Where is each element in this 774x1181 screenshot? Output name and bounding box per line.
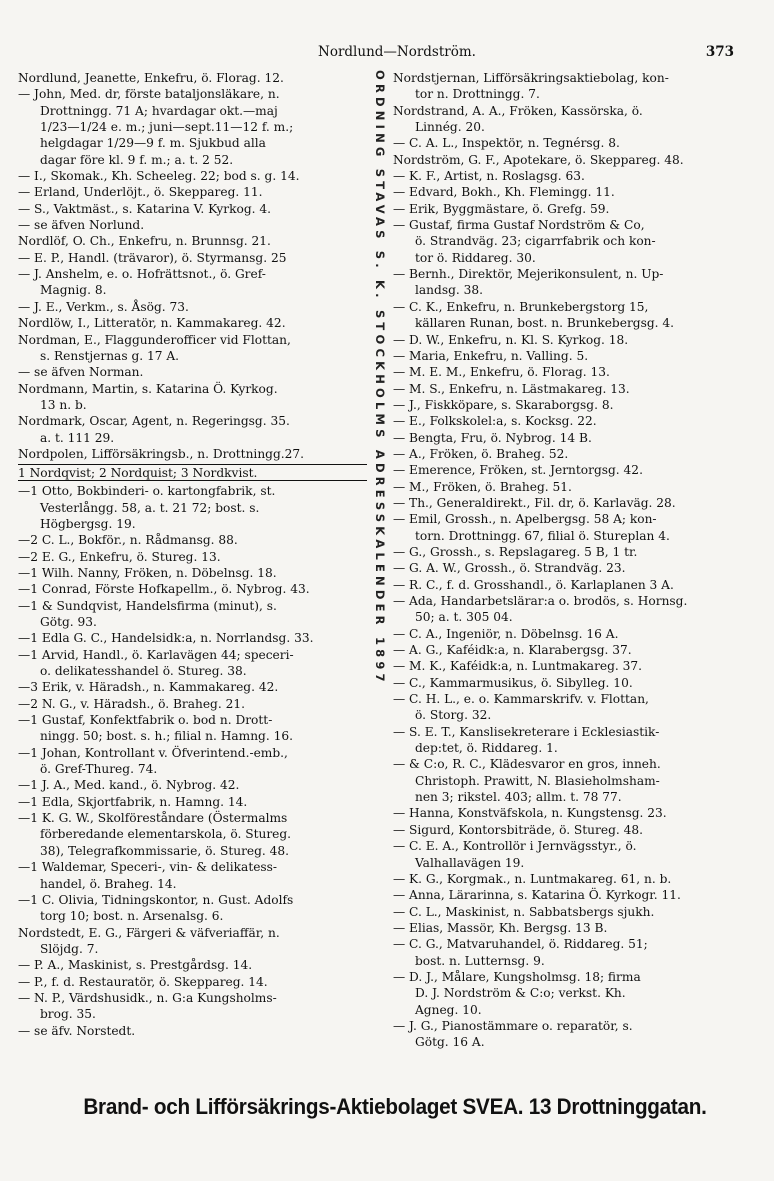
directory-entry-line: — & C:o, R. C., Klädesvaror en gros, inneh.: [393, 757, 661, 772]
directory-entry-line: — E., Folkskolel:a, s. Kocksg. 22.: [393, 414, 597, 429]
directory-entry-line: — Gustaf, firma Gustaf Nordström & Co,: [393, 218, 645, 233]
directory-entry-line: Nordmark, Oscar, Agent, n. Regeringsg. 35.: [18, 414, 290, 429]
directory-entry-line: källaren Runan, bost. n. Brunkebergsg. 4.: [415, 316, 675, 331]
directory-entry-line: —2 E. G., Enkefru, ö. Stureg. 13.: [18, 549, 221, 564]
directory-entry-line: — Anna, Lärarinna, s. Katarina Ö. Kyrkogr. 11.: [393, 888, 681, 903]
directory-entry-line: — C., Kammarmusikus, ö. Sibylleg. 10.: [393, 675, 633, 690]
directory-entry-line: —1 & Sundqvist, Handelsfirma (minut), s.: [18, 598, 277, 613]
directory-entry-line: Högbergsg. 19.: [40, 516, 136, 531]
directory-entry-line: — se äfv. Norstedt.: [18, 1023, 136, 1038]
directory-entry-line: Valhallavägen 19.: [415, 855, 525, 870]
directory-entry-line: — J. E., Verkm., s. Åsög. 73.: [18, 299, 189, 314]
directory-entry-line: — Elias, Massör, Kh. Bergsg. 13 B.: [393, 920, 608, 935]
directory-entry-line: —1 Otto, Bokbinderi- o. kartongfabrik, st.: [18, 484, 276, 499]
right-column: [393, 70, 759, 1051]
directory-entry-line: — C. H. L., e. o. Kammarskrifv. v. Flottan,: [393, 692, 649, 707]
directory-entry-line: landsg. 38.: [415, 283, 484, 298]
directory-entry-line: — se äfven Norman.: [18, 365, 144, 380]
directory-entry-line: — J., Fiskköpare, s. Skaraborgsg. 8.: [393, 397, 614, 412]
directory-entry-line: —1 Edla G. C., Handelsidk:a, n. Norrlandsg. 33.: [18, 631, 314, 646]
directory-entry-line: — Bengta, Fru, ö. Nybrog. 14 B.: [393, 430, 592, 445]
directory-entry-line: —1 Waldemar, Speceri-, vin- & delikatess-: [18, 860, 278, 875]
directory-entry-line: dep:tet, ö. Riddareg. 1.: [415, 741, 558, 756]
directory-entry-line: — C. A. L., Inspektör, n. Tegnérsg. 8.: [393, 136, 620, 151]
directory-entry-line: — G., Grossh., s. Repslagareg. 5 B, 1 tr.: [393, 544, 638, 559]
directory-entry-line: —1 Gustaf, Konfektfabrik o. bod n. Drott-: [18, 713, 273, 728]
directory-entry-line: förberedande elementarskola, ö. Stureg.: [40, 827, 292, 842]
directory-entry-line: —1 Edla, Skjortfabrik, n. Hamng. 14.: [18, 794, 248, 809]
directory-entry-line: — A. G., Kaféidk:a, n. Klarabergsg. 37.: [393, 643, 632, 658]
directory-entry-line: Nordstedt, E. G., Färgeri & väfveriaffär, n.: [18, 925, 280, 940]
directory-entry-line: — Emerence, Fröken, st. Jerntorgsg. 42.: [393, 463, 643, 478]
directory-entry-line: a. t. 111 29.: [40, 430, 115, 445]
directory-entry-line: — C. G., Matvaruhandel, ö. Riddareg. 51;: [393, 937, 648, 952]
directory-entry-line: — C. L., Maskinist, n. Sabbatsbergs sjukh.: [393, 904, 655, 919]
directory-entry-line: —3 Erik, v. Häradsh., n. Kammakareg. 42.: [18, 680, 279, 695]
directory-entry-line: torn. Drottningg. 67, filial ö. Stureplan 4.: [415, 528, 670, 543]
directory-entry-line: Götg. 93.: [40, 615, 97, 629]
directory-entry-line: o. delikatesshandel ö. Stureg. 38.: [40, 664, 247, 679]
directory-entry-line: 38), Telegrafkommissarie, ö. Stureg. 48.: [40, 843, 290, 858]
directory-entry-line: Nordlöw, I., Litteratör, n. Kammakareg. 42.: [18, 316, 286, 331]
directory-entry-line: Agneg. 10.: [415, 1002, 482, 1017]
directory-entry-line: — Ada, Handarbetslärar:a o. brodös, s. Hornsg.: [393, 594, 688, 608]
directory-entry-line: — N. P., Värdshusidk., n. G:a Kungsholms-: [18, 990, 277, 1005]
directory-entry-line: —1 Conrad, Förste Hofkapellm., ö. Nybrog. 43.: [18, 582, 310, 597]
directory-entry-line: Drottningg. 71 A; hvardagar okt.—maj: [40, 103, 278, 118]
directory-entry-line: helgdagar 1/29—9 f. m. Sjukbud alla: [40, 136, 266, 151]
directory-entry-line: 1/23—1/24 e. m.; juni—sept.11—12 f. m.;: [40, 120, 294, 135]
directory-entry-line: — M. K., Kaféidk:a, n. Luntmakareg. 37.: [393, 659, 643, 674]
directory-entry-line: — Th., Generaldirekt., Fil. dr, ö. Karlaväg. 28.: [393, 495, 676, 510]
directory-entry-line: s. Renstjernas g. 17 A.: [40, 348, 180, 363]
directory-entry-line: —1 Johan, Kontrollant v. Öfverintend.-emb.,: [18, 745, 288, 760]
directory-entry-line: Nordlund, Jeanette, Enkefru, ö. Florag. 12.: [18, 71, 284, 85]
directory-entry-line: nen 3; rikstel. 403; allm. t. 78 77.: [415, 790, 622, 805]
directory-entry-line: — K. G., Korgmak., n. Luntmakareg. 61, n. b.: [393, 871, 672, 886]
directory-entry-line: —2 N. G., v. Häradsh., ö. Braheg. 21.: [18, 696, 245, 711]
directory-entry-line: Linnég. 20.: [415, 120, 485, 135]
directory-entry-line: — M., Fröken, ö. Braheg. 51.: [393, 479, 572, 494]
directory-entry-line: — Bernh., Direktör, Mejerikonsulent, n. Up-: [393, 267, 664, 282]
directory-entry-line: — P., f. d. Restauratör, ö. Skeppareg. 14.: [18, 974, 268, 989]
directory-entry-line: Christoph. Prawitt, N. Blasieholmsham-: [415, 773, 660, 788]
directory-entry-line: — S. E. T., Kanslisekreterare i Ecklesiastik-: [393, 724, 660, 739]
page-number: 373: [705, 44, 734, 60]
section-heading: 1 Nordqvist; 2 Nordquist; 3 Nordkvist.: [18, 464, 367, 481]
directory-entry-line: — P. A., Maskinist, s. Prestgårdsg. 14.: [18, 958, 253, 973]
margin-advert-strip: [368, 70, 391, 1080]
directory-entry-line: tor ö. Riddareg. 30.: [415, 250, 536, 265]
directory-entry-line: — se äfven Norlund.: [18, 218, 145, 233]
directory-entry-line: dagar före kl. 9 f. m.; a. t. 2 52.: [40, 152, 234, 167]
directory-entry-line: handel, ö. Braheg. 14.: [40, 876, 177, 891]
directory-entry-line: — S., Vaktmäst., s. Katarina V. Kyrkog. 4.: [18, 201, 272, 216]
directory-entry-line: — Maria, Enkefru, n. Valling. 5.: [393, 348, 589, 363]
directory-entry-line: — C. E. A., Kontrollör i Jernvägsstyr., ö.: [393, 839, 637, 854]
directory-entry-line: — E. P., Handl. (trävaror), ö. Styrmansg. 25: [18, 250, 287, 265]
directory-entry-line: bost. n. Lutternsg. 9.: [415, 953, 545, 968]
directory-entry-line: — Sigurd, Kontorsbiträde, ö. Stureg. 48.: [393, 822, 644, 837]
directory-entry-line: Vesterlångg. 58, a. t. 21 72; bost. s.: [40, 500, 260, 515]
directory-entry-line: ö. Strandväg. 23; cigarrfabrik och kon-: [415, 234, 656, 249]
directory-entry-line: Nordlöf, O. Ch., Enkefru, n. Brunnsg. 21.: [18, 234, 271, 249]
directory-entry-line: — G. A. W., Grossh., ö. Strandväg. 23.: [393, 561, 626, 576]
directory-entry-line: ö. Storg. 32.: [415, 708, 492, 723]
directory-entry-line: Nordpolen, Lifförsäkringsb., n. Drottningg.27.: [18, 446, 305, 461]
directory-entry-line: torg 10; bost. n. Arsenalsg. 6.: [40, 909, 224, 924]
directory-entry-line: — D. J., Målare, Kungsholmsg. 18; firma: [393, 969, 641, 984]
directory-entry-line: —1 K. G. W., Skolföreståndare (Östermalms: [18, 811, 288, 826]
directory-entry-line: — Emil, Grossh., n. Apelbergsg. 58 A; kon-: [393, 512, 657, 527]
directory-entry-line: — John, Med. dr, förste bataljonsläkare, n.: [18, 87, 280, 102]
directory-entry-line: — J. G., Pianostämmare o. reparatör, s.: [393, 1018, 633, 1033]
directory-entry-line: —1 J. A., Med. kand., ö. Nybrog. 42.: [18, 778, 240, 793]
directory-entry-line: 13 n. b.: [40, 397, 87, 412]
page-header: [60, 44, 734, 66]
directory-entry-line: — M. E. M., Enkefru, ö. Florag. 13.: [393, 365, 610, 380]
directory-entry-line: — C. K., Enkefru, n. Brunkebergstorg 15,: [393, 299, 649, 314]
directory-entry-line: — A., Fröken, ö. Braheg. 52.: [393, 446, 569, 461]
directory-entry-line: tor n. Drottningg. 7.: [415, 87, 540, 102]
directory-entry-line: — Erik, Byggmästare, ö. Grefg. 59.: [393, 201, 610, 216]
directory-entry-line: — Edvard, Bokh., Kh. Flemingg. 11.: [393, 185, 615, 200]
directory-entry-line: —1 Arvid, Handl., ö. Karlavägen 44; speceri-: [18, 647, 294, 662]
directory-entry-line: brog. 35.: [40, 1007, 96, 1022]
directory-entry-line: Nordstjernan, Lifförsäkringsaktiebolag, kon-: [393, 71, 669, 85]
directory-entry-line: ö. Gref-Thureg. 74.: [40, 762, 158, 777]
directory-entry-line: 50; a. t. 305 04.: [415, 610, 513, 625]
directory-entry-line: — Erland, Underlöjt., ö. Skeppareg. 11.: [18, 185, 263, 200]
directory-entry-line: — J. Anshelm, e. o. Hofrättsnot., ö. Gref-: [18, 267, 266, 282]
directory-entry-line: Nordmann, Martin, s. Katarina Ö. Kyrkog.: [18, 381, 278, 396]
directory-entry-line: Nordström, G. F., Apotekare, ö. Skeppareg. 48.: [393, 152, 684, 167]
directory-entry-line: — C. A., Ingeniör, n. Döbelnsg. 16 A.: [393, 626, 619, 641]
directory-entry-line: — M. S., Enkefru, n. Lästmakareg. 13.: [393, 381, 630, 396]
directory-entry-line: Nordstrand, A. A., Fröken, Kassörska, ö.: [393, 103, 643, 118]
directory-entry-line: — I., Skomak., Kh. Scheeleg. 22; bod s. g. 14.: [18, 169, 300, 184]
directory-entry-line: Götg. 16 A.: [415, 1035, 485, 1050]
directory-entry-line: Magnig. 8.: [40, 283, 107, 298]
directory-entry-line: —1 C. Olivia, Tidningskontor, n. Gust. Adolfs: [18, 892, 294, 907]
directory-entry-line: ningg. 50; bost. s. h.; filial n. Hamng. 16.: [40, 729, 293, 744]
directory-entry-line: D. J. Nordström & C:o; verkst. Kh.: [415, 986, 626, 1001]
directory-entry-line: — R. C., f. d. Grosshandl., ö. Karlaplanen 3 A.: [393, 577, 674, 592]
directory-entry-line: — Hanna, Konstväfskola, n. Kungstensg. 23.: [393, 806, 667, 821]
left-column: [18, 70, 367, 1039]
directory-entry-line: — D. W., Enkefru, n. Kl. S. Kyrkog. 18.: [393, 332, 629, 347]
directory-entry-line: — K. F., Artist, n. Roslagsg. 63.: [393, 169, 585, 184]
footer-advert: Brand- och Lifförsäkrings-Aktiebolaget SVEA. 13 Drottninggatan.: [83, 1094, 707, 1119]
directory-entry-line: Nordman, E., Flaggunderofficer vid Flottan,: [18, 332, 291, 347]
directory-entry-line: —1 Wilh. Nanny, Fröken, n. Döbelnsg. 18.: [18, 565, 277, 580]
directory-entry-line: —2 C. L., Bokför., n. Rådmansg. 88.: [18, 533, 238, 548]
page-title: Nordlund—Nordström.: [318, 44, 476, 60]
margin-strip-text: ORDNING STAVAS S. K. STOCKHOLMS ADRESSKALENDER 1897: [370, 70, 389, 1080]
directory-entry-line: Slöjdg. 7.: [40, 941, 99, 956]
